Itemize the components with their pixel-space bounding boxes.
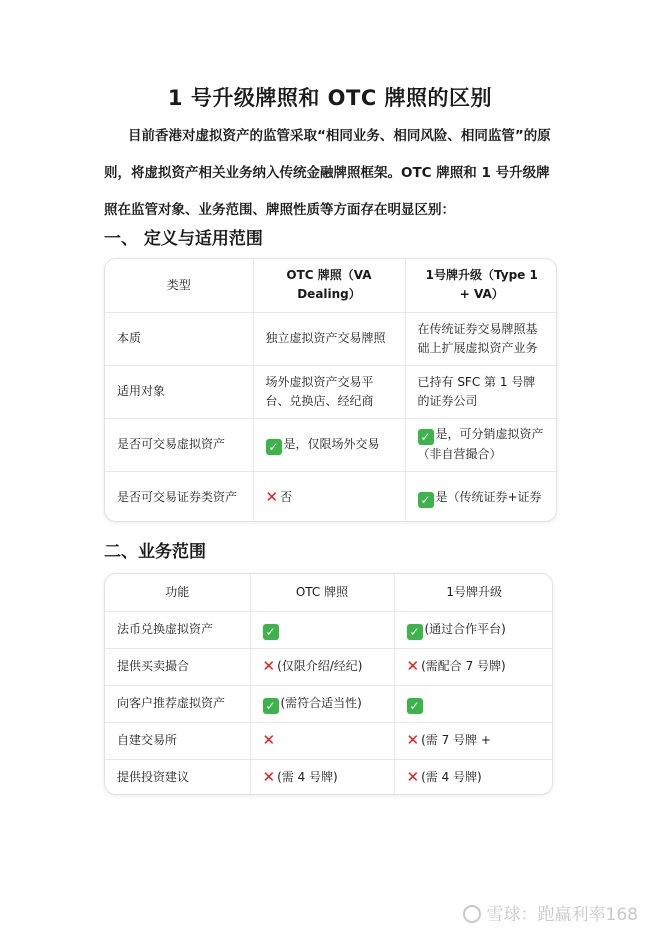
cross-mark-icon: ✕ — [262, 768, 276, 787]
row-label: 法币兑换虚拟资产 — [105, 611, 250, 648]
cell-text: (通过合作平台) — [424, 621, 506, 636]
otc-cell — [250, 611, 394, 648]
type1-cell — [394, 685, 553, 722]
cross-mark-icon: ✕ — [406, 768, 420, 787]
section-1-heading: 一、 定义与适用范围 — [104, 229, 263, 249]
column-header: 1号牌升级 — [394, 574, 553, 611]
check-mark-icon: ✓ — [418, 429, 434, 445]
cell-text: 已持有 SFC 第 1 号牌的证券公司 — [417, 374, 536, 408]
cross-mark-icon: ✕ — [262, 731, 276, 749]
row-label: 本质 — [105, 312, 253, 365]
row-label: 是否可交易证券类资产 — [105, 471, 253, 522]
section-2-heading: 二、业务范围 — [104, 542, 206, 562]
table-row — [105, 365, 557, 418]
intro-text: 目前香港对虚拟资产的监管采取“相同业务、相同风险、相同监管”的原则，将虚拟资产相关业务纳入传统金融牌照框架。OTC 牌照和 1 号升级牌照在监管对象、业务范围、牌照性质等方面存在明显区别： — [104, 128, 551, 218]
column-header: 功能 — [105, 574, 250, 611]
cell-text: (仅限介绍/经纪) — [277, 659, 363, 673]
otc-cell — [253, 365, 405, 418]
table-row — [105, 648, 553, 685]
cell-text: 否 — [280, 490, 293, 505]
cross-mark-icon: ✕ — [262, 657, 276, 675]
table-row — [105, 759, 553, 795]
snowball-logo-icon — [463, 905, 481, 923]
cross-mark-icon: ✕ — [406, 657, 420, 675]
cross-mark-icon: ✕ — [406, 731, 420, 749]
definition-table — [105, 259, 557, 522]
definition-table-card — [104, 258, 557, 522]
watermark-text: 雪球：跑赢利率168 — [486, 905, 638, 925]
cell-text: 是，仅限场外交易 — [283, 436, 380, 451]
type1-cell — [405, 471, 557, 522]
check-mark-icon: ✓ — [407, 624, 423, 640]
check-mark-icon: ✓ — [407, 698, 423, 714]
column-header: OTC 牌照（VA Dealing） — [253, 259, 405, 312]
row-label: 向客户推荐虚拟资产 — [105, 685, 250, 722]
type1-cell — [394, 648, 553, 685]
cell-text: (需 4 号牌) — [277, 770, 338, 785]
cell-text: 独立虚拟资产交易牌照 — [265, 331, 386, 345]
otc-cell — [253, 471, 405, 522]
type1-cell — [405, 312, 557, 365]
table-row — [105, 418, 557, 471]
type1-cell — [394, 611, 553, 648]
cell-text: (需 7 号牌 + — [421, 733, 491, 747]
column-header: 1号牌升级（Type 1 + VA） — [405, 259, 557, 312]
type1-cell — [394, 722, 553, 759]
type1-cell — [405, 418, 557, 471]
cell-text: 在传统证券交易牌照基础上扩展虚拟资产业务 — [417, 321, 538, 355]
otc-cell — [250, 685, 394, 722]
row-label: 自建交易所 — [105, 722, 250, 759]
column-header: 类型 — [105, 259, 253, 312]
row-label: 提供投资建议 — [105, 759, 250, 795]
check-mark-icon: ✓ — [418, 492, 434, 508]
table-row — [105, 611, 553, 648]
page-title: 1 号升级牌照和 OTC 牌照的区别 — [167, 86, 493, 110]
cell-text: 场外虚拟资产交易平台、兑换店、经纪商 — [265, 374, 374, 408]
cell-text: (需配合 7 号牌) — [421, 659, 506, 673]
otc-cell — [253, 312, 405, 365]
row-label: 是否可交易虚拟资产 — [105, 418, 253, 471]
table-row — [105, 722, 553, 759]
row-label: 适用对象 — [105, 365, 253, 418]
otc-cell — [250, 759, 394, 795]
check-mark-icon: ✓ — [266, 439, 282, 455]
otc-cell — [250, 648, 394, 685]
table-row — [105, 685, 553, 722]
check-mark-icon: ✓ — [263, 624, 279, 640]
table-row — [105, 312, 557, 365]
business-scope-table — [105, 574, 553, 795]
business-scope-table-card — [104, 573, 553, 795]
otc-cell — [253, 418, 405, 471]
cell-text: 是，可分销虚拟资产（非自营撮合） — [417, 427, 544, 461]
check-mark-icon: ✓ — [263, 698, 279, 714]
cell-text: 是（传统证券+证券 — [435, 489, 542, 504]
table-row — [105, 471, 557, 522]
column-header: OTC 牌照 — [250, 574, 394, 611]
type1-cell — [405, 365, 557, 418]
cell-text: (需 4 号牌) — [421, 770, 482, 785]
otc-cell — [250, 722, 394, 759]
intro-paragraph — [104, 118, 560, 229]
type1-cell — [394, 759, 553, 795]
watermark — [463, 900, 638, 925]
cross-mark-icon: ✕ — [265, 488, 279, 507]
cell-text: (需符合适当性) — [280, 695, 362, 710]
row-label: 提供买卖撮合 — [105, 648, 250, 685]
